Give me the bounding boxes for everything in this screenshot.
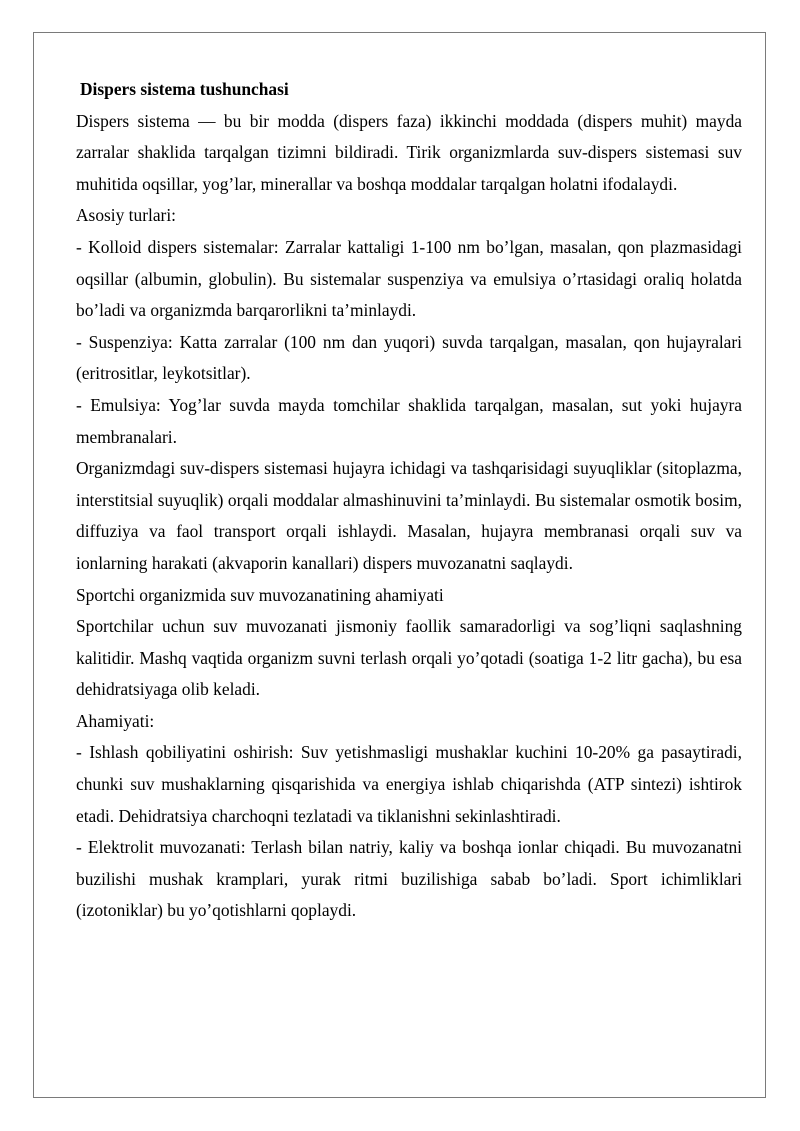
paragraph-importance-label: Ahamiyati: [76, 710, 155, 731]
paragraph-performance: - Ishlash qobiliyatini oshirish: Suv yetishmasligi mushaklar kuchini 10-20% ga pasaytiradi, chunki suv mushaklarning qisqarishida va energiya ishlab chiqarishda (ATP sintezi) ishtirok etadi. Dehidratsiya charchoqni tezlatadi va tiklanishni sekinlashtiradi. [76, 742, 742, 826]
paragraph-colloid: - Kolloid dispers sistemalar: Zarralar kattaligi 1-100 nm bo’lgan, masalan, qon plazmasidagi oqsillar (albumin, globulin). Bu sistemalar suspenziya va emulsiya o’rtasidagi oraliq holatda bo’ladi va organizmda barqarorlikni ta’minlaydi. [76, 236, 742, 321]
paragraph-electrolyte: - Elektrolit muvozanati: Terlash bilan natriy, kaliy va boshqa ionlar chiqadi. Bu muvozanatni buzilishi mushak kramplari, yurak ritmi buzilishiga sabab bo’ladi. Sport ichimliklari (izotoniklar) bu yo’qotishlarni qoplaydi. [76, 837, 742, 921]
paragraph-organism-system: Organizmdagi suv-dispers sistemasi hujayra ichidagi va tashqarisidagi suyuqliklar (sitoplazma, interstitsial suyuqlik) orqali moddalar almashinuvini ta’minlaydi. Bu sistemalar osmotik bosim, diffuziya va faol transport orqali ishlaydi. Masalan, hujayra membranasi orqali suv va ionlarning harakati (akvaporin kanallari) dispers muvozanatni saqlaydi. [76, 458, 742, 573]
paragraph-suspension: - Suspenziya: Katta zarralar (100 nm dan yuqori) suvda tarqalgan, masalan, qon hujayralari (eritrositlar, leykotsitlar). [76, 331, 742, 384]
paragraph-athlete-heading: Sportchi organizmida suv muvozanatining ahamiyati [76, 584, 444, 605]
document-body [76, 74, 742, 927]
paragraph-types-label: Asosiy turlari: [76, 205, 176, 226]
paragraph-athlete-balance: Sportchilar uchun suv muvozanati jismoniy faollik samaradorligi va sog’liqni saqlashning kalitidir. Mashq vaqtida organizm suvni terlash orqali yo’qotadi (soatiga 1-2 litr gacha), bu esa dehidratsiyaga olib keladi. [76, 616, 742, 700]
section-heading: Dispers sistema tushunchasi [80, 79, 289, 99]
paragraph-emulsion: - Emulsiya: Yog’lar suvda mayda tomchilar shaklida tarqalgan, masalan, sut yoki hujayra membranalari. [76, 394, 742, 447]
paragraph-definition: Dispers sistema — bu bir modda (dispers faza) ikkinchi moddada (dispers muhit) mayda zarralar shaklida tarqalgan tizimni bildiradi. Tirik organizmlarda suv-dispers sistemasi suv muhitida oqsillar, yog’lar, minerallar va boshqa moddalar tarqalgan holatni ifodalaydi. [76, 110, 742, 194]
